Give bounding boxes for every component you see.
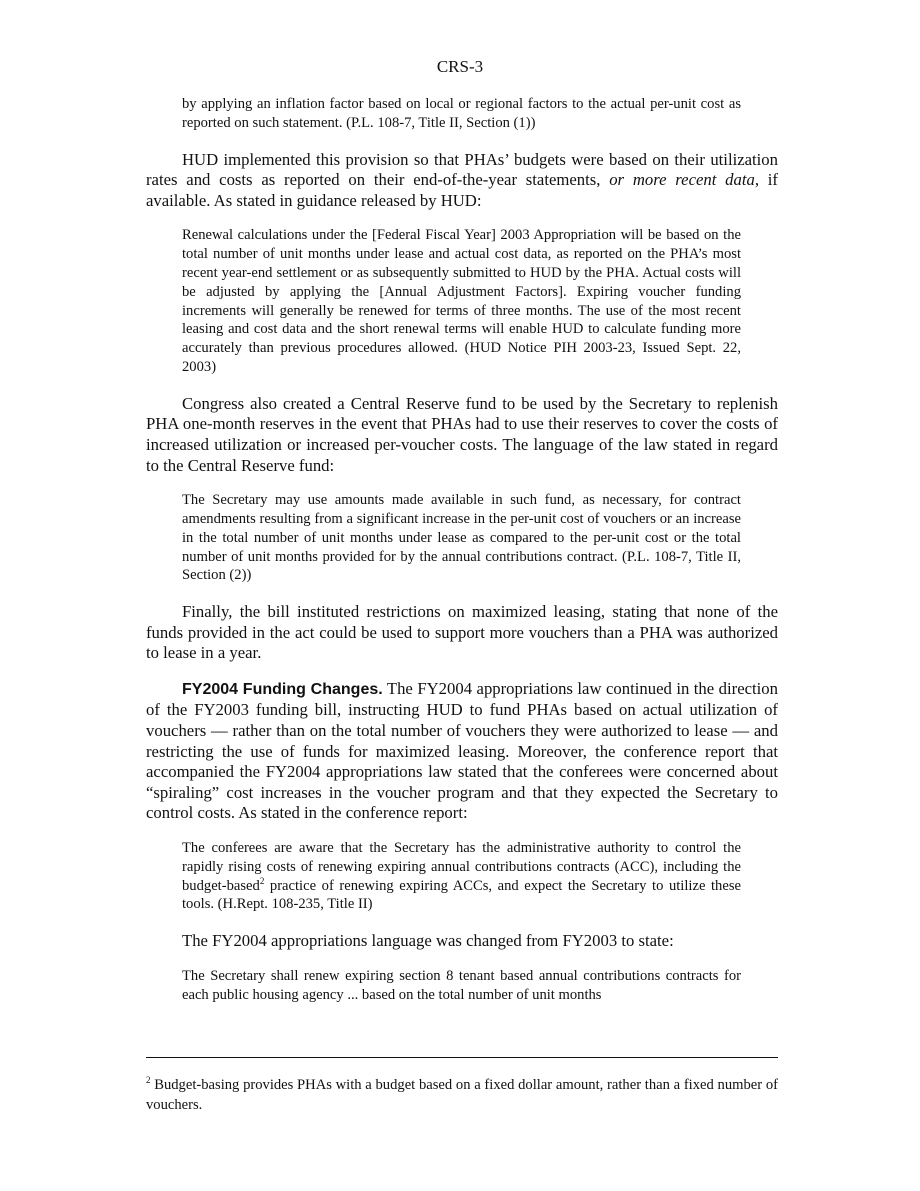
footnote-reference[interactable]: 2 xyxy=(259,875,265,886)
paragraph-fy2004-funding xyxy=(146,679,778,824)
quote-text: practice of renewing expiring ACCs, and expect the Secretary to utilize these tools. (H.Rept. 108-235, Title II) xyxy=(182,877,741,913)
page-header xyxy=(0,56,920,78)
paragraph-hud-implementation xyxy=(146,150,778,212)
block-quote-conference-report xyxy=(182,839,741,914)
paragraph-text: , if available. As stated in guidance released by HUD: xyxy=(146,170,778,210)
footnote-number: 2 xyxy=(146,1075,151,1086)
italic-emphasis: or more recent data xyxy=(609,170,755,190)
footnote-divider xyxy=(146,1057,778,1058)
block-quote-hud-notice: Renewal calculations under the [Federal Fiscal Year] 2003 Appropriation will be based on the total number of unit months under lease and actual cost data, as reported on the PHA’s most recent year-end settlement or as subsequently submitted to HUD by the PHA. Actual costs will be adjusted by applying the [Annual Adjustment Factors]. Expiring voucher funding increments will generally be renewed for terms of three months. The use of the most recent leasing and cost data and the short renewal terms will enable HUD to calculate funding more accurately than previous procedures allowed. (HUD Notice PIH 2003-23, Issued Sept. 22, 2003) xyxy=(182,227,741,375)
paragraph-text: HUD implemented this provision so that PHAs’ budgets were based on their utilization rates and costs as reported on their end-of-the-year statements, xyxy=(146,149,778,190)
paragraph-text: The FY2004 appropriations law continued in the direction of the FY2003 funding bill, instructing HUD to fund PHAs based on actual utilization of vouchers — rather than on the total number of vouchers they were authorized to lease — and restricting the use of funds for maximized leasing. Moreover, the conference report that accompanied the FY2004 appropriations law stated that the conferees were concerned about “spiraling” cost increases in the voucher program and that they expected the Secretary to control costs. As stated in the conference report: xyxy=(146,678,778,823)
body-text xyxy=(146,95,778,1021)
quote-text: The conferees are aware that the Secretary has the administrative authority to control the rapidly rising costs of renewing expiring annual contributions contracts (ACC), including the budget-based xyxy=(182,840,741,894)
paragraph-central-reserve: Congress also created a Central Reserve fund to be used by the Secretary to replenish PHA one-month reserves in the event that PHAs had to use their reserves to cover the costs of increased utilization or increased per-voucher costs. The language of the law stated in regard to the Central Reserve fund: xyxy=(146,393,778,475)
section-heading: FY2004 Funding Changes. xyxy=(182,680,383,698)
footnote-text: Budget-basing provides PHAs with a budget based on a fixed dollar amount, rather than a fixed number of vouchers. xyxy=(146,1077,778,1113)
block-quote-law-section-1: by applying an inflation factor based on local or regional factors to the actual per-unit cost as reported on such statement. (P.L. 108-7, Title II, Section (1)) xyxy=(182,96,741,131)
paragraph-fy2004-language: The FY2004 appropriations language was changed from FY2003 to state: xyxy=(182,931,674,951)
paragraph-maximized-leasing: Finally, the bill instituted restrictions on maximized leasing, stating that none of the funds provided in the act could be used to support more vouchers than a PHA was authorized to lease in a year. xyxy=(146,602,778,663)
page-label: CRS-3 xyxy=(436,57,484,76)
footnote xyxy=(146,1076,778,1115)
block-quote-fy2004-law: The Secretary shall renew expiring section 8 tenant based annual contributions contracts for each public housing agency ... based on the total number of unit months xyxy=(182,967,741,1003)
block-quote-law-section-2: The Secretary may use amounts made available in such fund, as necessary, for contract amendments resulting from a significant increase in the per-unit cost of vouchers or an increase in the total number of unit months under lease as compared to the per-unit cost or the total number of unit months provided for by the annual contributions contract. (P.L. 108-7, Title II, Section (2)) xyxy=(182,492,741,584)
